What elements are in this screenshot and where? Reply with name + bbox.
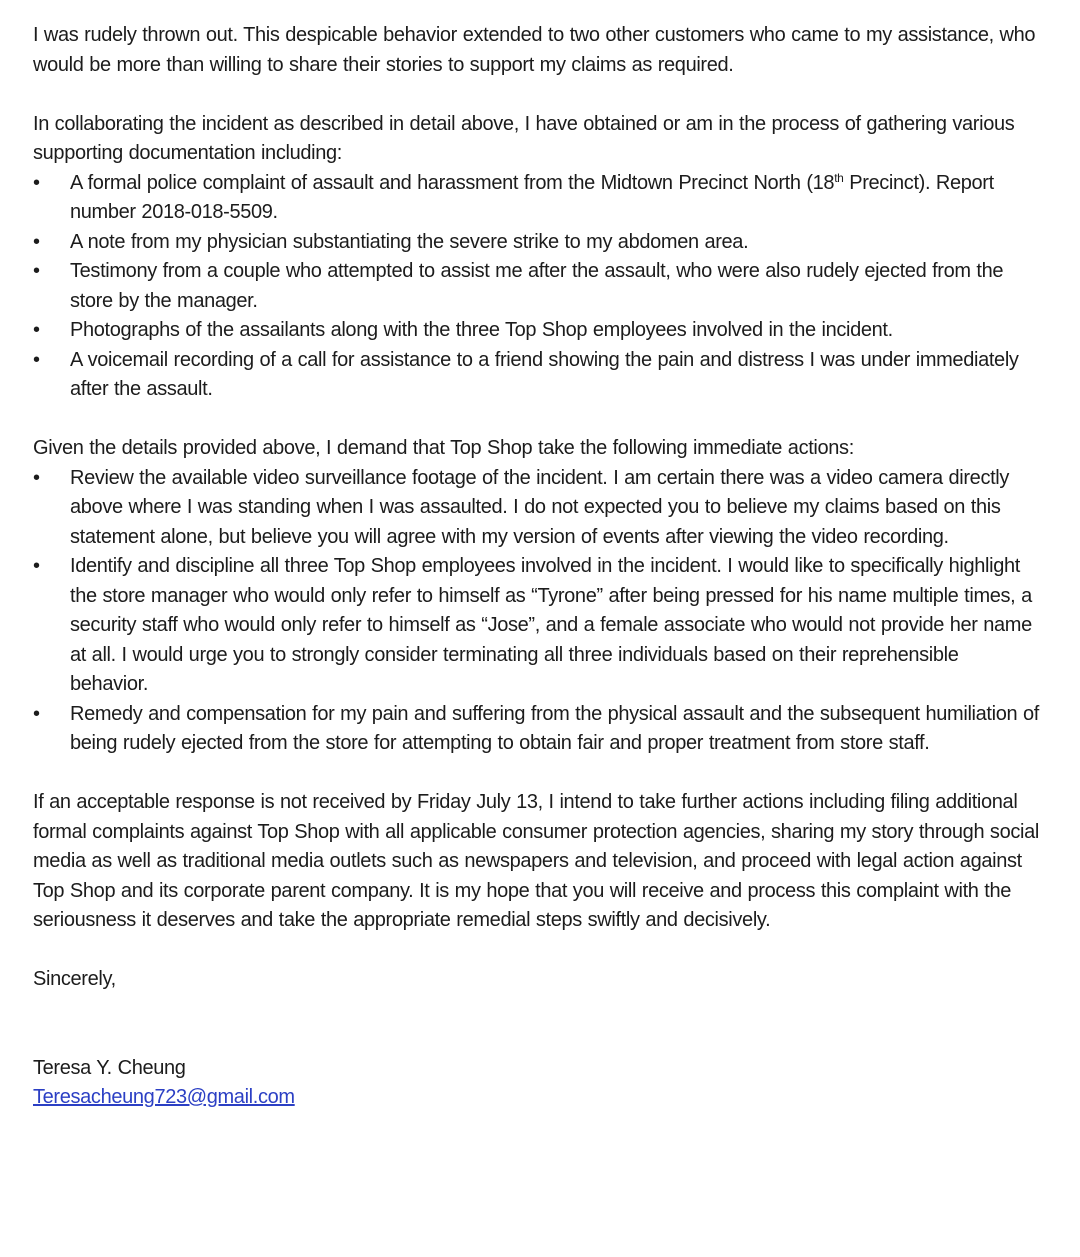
bullet-icon: •: [33, 466, 40, 489]
list-item-text: Testimony from a couple who attempted to assist me after the assault, who were also rudely ejected from the store by the manager.: [70, 260, 1004, 312]
list-item: [33, 552, 1040, 700]
list-item-text-continued: Precinct). Report number 2018-018-5509.: [70, 171, 994, 223]
list-item: [33, 464, 1040, 553]
bullet-icon: •: [33, 260, 40, 282]
list-item-text: Review the available video surveillance footage of the incident. I am certain there was a video camera directly above where I was standing when I was assaulted. I do not expected you to believe my claims based on this statement alone, but believe you will agree with my version of events after viewing the video recording.: [70, 466, 1010, 548]
bullet-icon: •: [33, 230, 40, 253]
demands-intro: Given the details provided above, I demand that Top Shop take the following immediate actions:: [33, 437, 854, 459]
list-item-text: A note from my physician substantiating the severe strike to my abdomen area.: [70, 230, 749, 253]
opening-paragraph: I was rudely thrown out. This despicable behavior extended to two other customers who came to my assistance, who would be more than willing to share their stories to support my claims as required.: [33, 24, 1036, 76]
list-item: [33, 316, 1040, 346]
list-item-text: Photographs of the assailants along with the three Top Shop employees involved in the incident.: [70, 319, 893, 341]
paragraph-spacer: [33, 936, 1040, 966]
list-item-text: Remedy and compensation for my pain and suffering from the physical assault and the subsequent humiliation of being rudely ejected from the store for attempting to obtain fair and proper treatment from store staff.: [70, 702, 1039, 754]
bullet-icon: •: [33, 555, 40, 577]
list-item: [33, 257, 1040, 316]
list-item-text: Identify and discipline all three Top Shop employees involved in the incident. I would like to specifically highlight the store manager who would only refer to himself as “Tyrone” after being pressed for his name multiple times, a security staff who would only refer to himself as “Jose”, and a female associate who would not provide her name at all. I would urge you to strongly consider terminating all three individuals based on their reprehensible behavior.: [70, 555, 1032, 695]
paragraph-spacer: [33, 405, 1040, 435]
closing-paragraph: If an acceptable response is not received by Friday July 13, I intend to take further actions including filing additional formal complaints against Top Shop with all applicable consumer protection agencies, sharing my story through social media as well as traditional media outlets such as newspapers and television, and proceed with legal action against Top Shop and its corporate parent company. It is my hope that you will receive and process this complaint with the seriousness it deserves and take the appropriate remedial steps swiftly and decisively.: [33, 791, 1039, 931]
list-item-text: A voicemail recording of a call for assistance to a friend showing the pain and distress I was under immediately after the assault.: [70, 348, 1019, 400]
sign-off: Sincerely,: [33, 968, 116, 990]
signer-email-link[interactable]: Teresacheung723@gmail.com: [33, 1086, 295, 1108]
documentation-list: [33, 169, 1040, 405]
bullet-icon: •: [33, 319, 40, 341]
list-item: [33, 346, 1040, 405]
list-item: [33, 169, 1040, 228]
signature-spacer: [33, 995, 1040, 1054]
bullet-icon: •: [33, 171, 40, 194]
list-item-text: A formal police complaint of assault and harassment from the Midtown Precinct North (18: [70, 171, 835, 194]
signer-name: Teresa Y. Cheung: [33, 1056, 186, 1079]
bullet-icon: •: [33, 348, 40, 371]
list-item: [33, 228, 1040, 258]
demands-list: [33, 464, 1040, 759]
documentation-intro: In collaborating the incident as described in detail above, I have obtained or am in the process of gathering various supporting documentation including:: [33, 112, 1015, 164]
list-item: [33, 700, 1040, 759]
paragraph-spacer: [33, 759, 1040, 789]
paragraph-spacer: [33, 80, 1040, 110]
bullet-icon: •: [33, 702, 40, 725]
superscript-ordinal: th: [834, 170, 844, 185]
